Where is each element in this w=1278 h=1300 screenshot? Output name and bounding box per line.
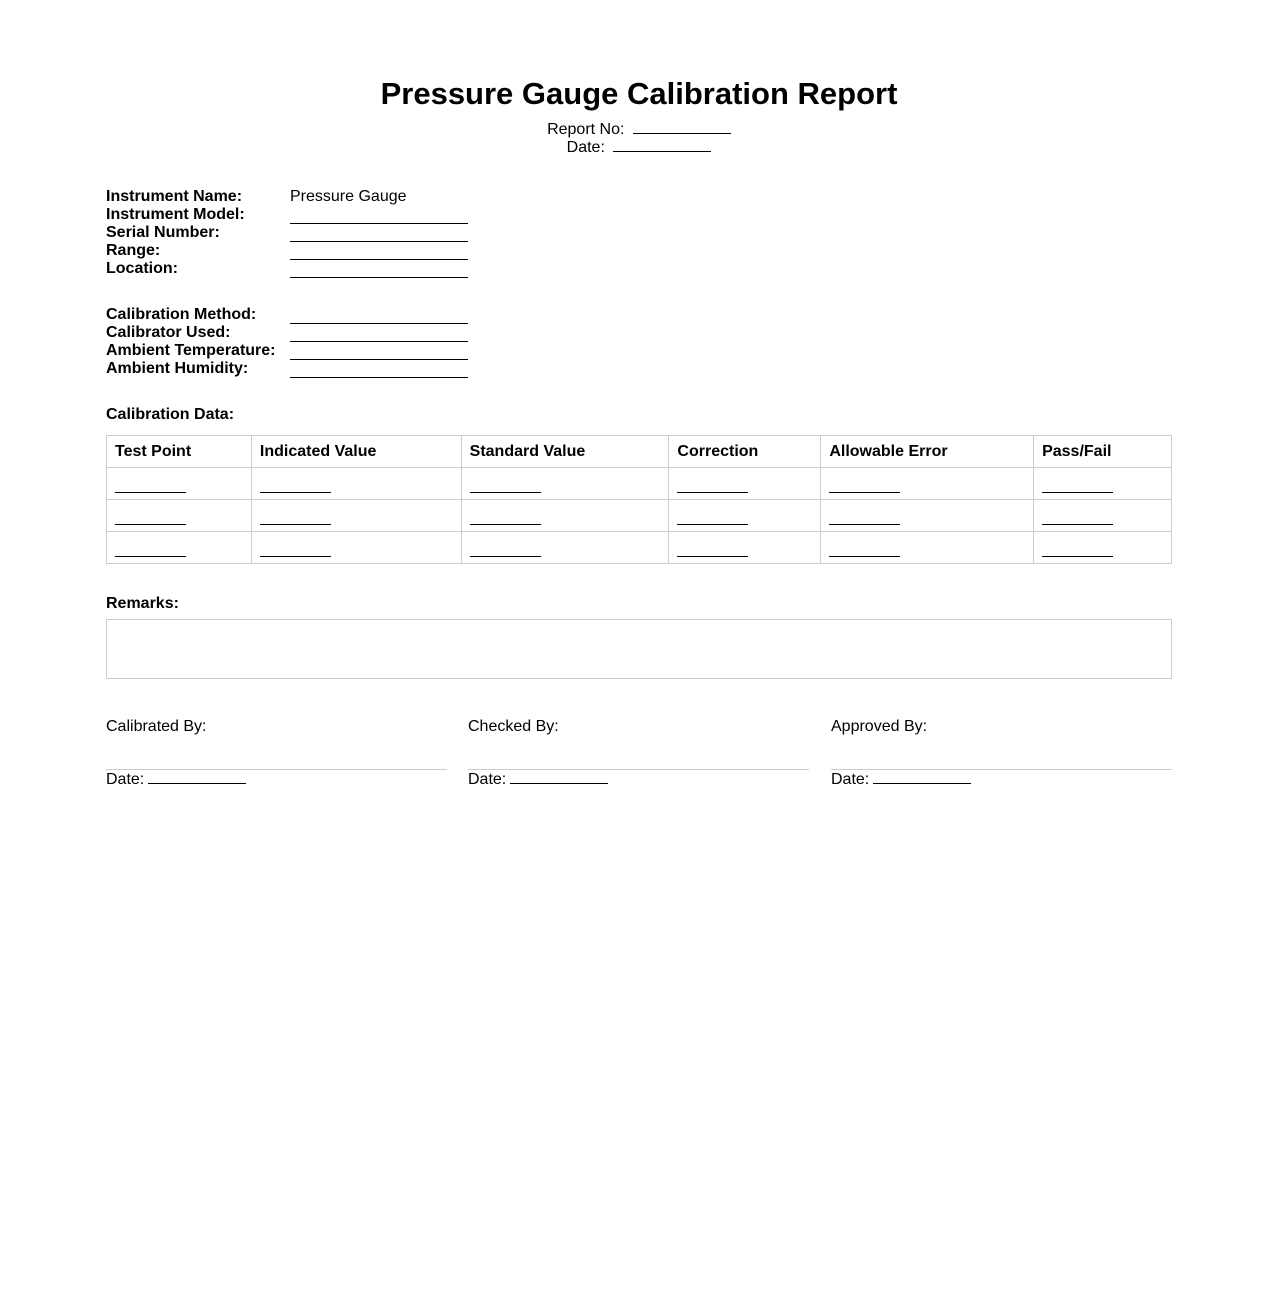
calibration-data-table [106, 435, 1172, 564]
signature-date-label: Date: [831, 771, 870, 788]
table-cell [107, 500, 252, 532]
signature-calibrated-by [106, 718, 447, 789]
table-cell [107, 468, 252, 500]
blank-entry[interactable] [829, 478, 900, 493]
field-label: Serial Number: [106, 224, 220, 241]
signature-date-field[interactable] [510, 770, 608, 784]
signature-checked-by [468, 718, 809, 789]
field-blank-line[interactable] [290, 377, 468, 378]
column-header-pass-fail: Pass/Fail [1034, 436, 1172, 468]
column-header-indicated-value: Indicated Value [251, 436, 461, 468]
field-label: Instrument Model: [106, 206, 245, 223]
table-row [107, 532, 1172, 564]
signature-label: Checked By: [468, 718, 559, 735]
table-cell [1034, 532, 1172, 564]
blank-entry[interactable] [470, 478, 541, 493]
table-cell [669, 500, 821, 532]
blank-entry[interactable] [260, 478, 331, 493]
blank-entry[interactable] [115, 510, 186, 525]
calibration-data-heading: Calibration Data: [106, 406, 235, 423]
blank-entry[interactable] [260, 510, 331, 525]
table-cell [1034, 468, 1172, 500]
report-date-label: Date: [566, 139, 605, 156]
table-cell [461, 532, 669, 564]
field-label: Ambient Temperature: [106, 342, 276, 359]
field-value[interactable]: Pressure Gauge [290, 188, 407, 205]
blank-entry[interactable] [1042, 510, 1113, 525]
field-blank-line[interactable] [290, 323, 468, 324]
field-label: Range: [106, 242, 161, 259]
table-row [107, 468, 1172, 500]
blank-entry[interactable] [115, 478, 186, 493]
report-number-label: Report No: [547, 121, 625, 138]
column-header-standard-value: Standard Value [461, 436, 669, 468]
blank-entry[interactable] [260, 542, 331, 557]
blank-entry[interactable] [470, 510, 541, 525]
column-header-test-point: Test Point [107, 436, 252, 468]
table-cell [461, 500, 669, 532]
remarks-heading: Remarks: [106, 595, 179, 612]
report-date-field[interactable] [613, 138, 711, 152]
signature-label: Approved By: [831, 718, 928, 735]
field-label: Calibration Method: [106, 306, 257, 323]
signature-label: Calibrated By: [106, 718, 207, 735]
signature-date-line [468, 770, 809, 789]
page-title: Pressure Gauge Calibration Report [380, 76, 898, 111]
table-cell [107, 532, 252, 564]
blank-entry[interactable] [470, 542, 541, 557]
blank-entry[interactable] [829, 510, 900, 525]
column-header-correction: Correction [669, 436, 821, 468]
field-blank-line[interactable] [290, 241, 468, 242]
column-header-allowable-error: Allowable Error [821, 436, 1034, 468]
field-label: Ambient Humidity: [106, 360, 249, 377]
table-cell [251, 500, 461, 532]
signature-date-line [831, 770, 1172, 789]
table-cell [251, 468, 461, 500]
blank-entry[interactable] [1042, 478, 1113, 493]
table-row [107, 500, 1172, 532]
table-cell [1034, 500, 1172, 532]
report-number-line [106, 120, 1172, 139]
field-blank-line[interactable] [290, 259, 468, 260]
field-label: Calibrator Used: [106, 324, 231, 341]
field-blank-line[interactable] [290, 277, 468, 278]
blank-entry[interactable] [115, 542, 186, 557]
table-cell [821, 500, 1034, 532]
field-label: Instrument Name: [106, 188, 243, 205]
signature-date-label: Date: [468, 771, 507, 788]
blank-entry[interactable] [1042, 542, 1113, 557]
signature-date-field[interactable] [873, 770, 971, 784]
blank-entry[interactable] [677, 510, 748, 525]
signature-date-field[interactable] [148, 770, 246, 784]
signature-approved-by [831, 718, 1172, 789]
table-cell [461, 468, 669, 500]
blank-entry[interactable] [829, 542, 900, 557]
remarks-box[interactable] [106, 619, 1172, 679]
signature-date-line [106, 770, 447, 789]
table-cell [251, 532, 461, 564]
field-blank-line[interactable] [290, 223, 468, 224]
table-cell [821, 468, 1034, 500]
field-blank-line[interactable] [290, 359, 468, 360]
field-blank-line[interactable] [290, 341, 468, 342]
blank-entry[interactable] [677, 478, 748, 493]
field-label: Location: [106, 260, 178, 277]
table-cell [821, 532, 1034, 564]
table-header-row [107, 436, 1172, 468]
table-cell [669, 532, 821, 564]
blank-entry[interactable] [677, 542, 748, 557]
signature-date-label: Date: [106, 771, 145, 788]
table-cell [669, 468, 821, 500]
report-number-field[interactable] [633, 120, 731, 134]
report-date-line [106, 138, 1172, 157]
